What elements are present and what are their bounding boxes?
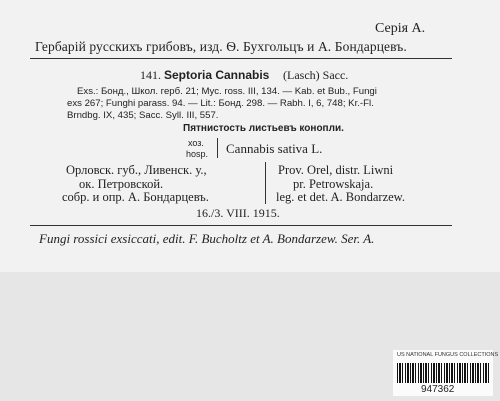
exsiccatae-line-3: Brndbg. IX, 435; Sacc. Syll. III, 557. (67, 110, 219, 121)
russian-common-name: Пятнистость листьевъ конопли. (183, 123, 344, 134)
locality-divider (265, 162, 266, 204)
species-name: Septoria Cannabis (164, 68, 270, 82)
series-label: Серія A. (375, 21, 426, 36)
catalog-number: 947362 (421, 384, 455, 395)
exsiccatae-line-1: Exs.: Бонд., Школ. герб. 21; Myc. ross. III, 134. — Kab. et Bub., Fungi (77, 86, 377, 97)
collector-lat: leg. et det. A. Bondarzew. (276, 190, 406, 204)
locality-ru-2: ок. Петровской. (79, 177, 164, 191)
host-name: Cannabis sativa L. (226, 141, 323, 156)
header-rule (30, 58, 452, 59)
species-authority: (Lasch) Sacc. (283, 68, 349, 82)
specimen-number: 141. (140, 68, 161, 82)
barcode-icon (397, 363, 489, 383)
herbarium-title: Гербарій русскихъ грибовъ, изд. Ѳ. Бухгольцъ и А. Бондарцевъ. (35, 39, 407, 54)
exsiccatae-line-2: exs 267; Funghi parass. 94. — Lit.: Бонд. 298. — Rabh. I, 6, 748; Kr.-Fl. (67, 98, 374, 109)
host-divider (217, 138, 218, 158)
locality-lat-1: Prov. Orel, distr. Liwni (278, 163, 394, 177)
series-footer: Fungi rossici exsiccati, edit. F. Bucholtz et A. Bondarzew. Ser. A. (39, 231, 375, 246)
locality-lat-2: pr. Petrowskaja. (293, 177, 374, 191)
collection-date: 16./3. VIII. 1915. (196, 206, 280, 220)
host-label-lat: hosp. (186, 149, 209, 159)
footer-rule (30, 225, 452, 226)
collector-ru: собр. и опр. А. Бондарцевъ. (62, 190, 209, 204)
institution-name: US NATIONAL FUNGUS COLLECTIONS (397, 352, 499, 358)
locality-ru-1: Орловск. губ., Ливенск. у., (66, 163, 207, 177)
host-label-ru: хоз. (188, 138, 204, 148)
barcode-label (393, 350, 499, 396)
